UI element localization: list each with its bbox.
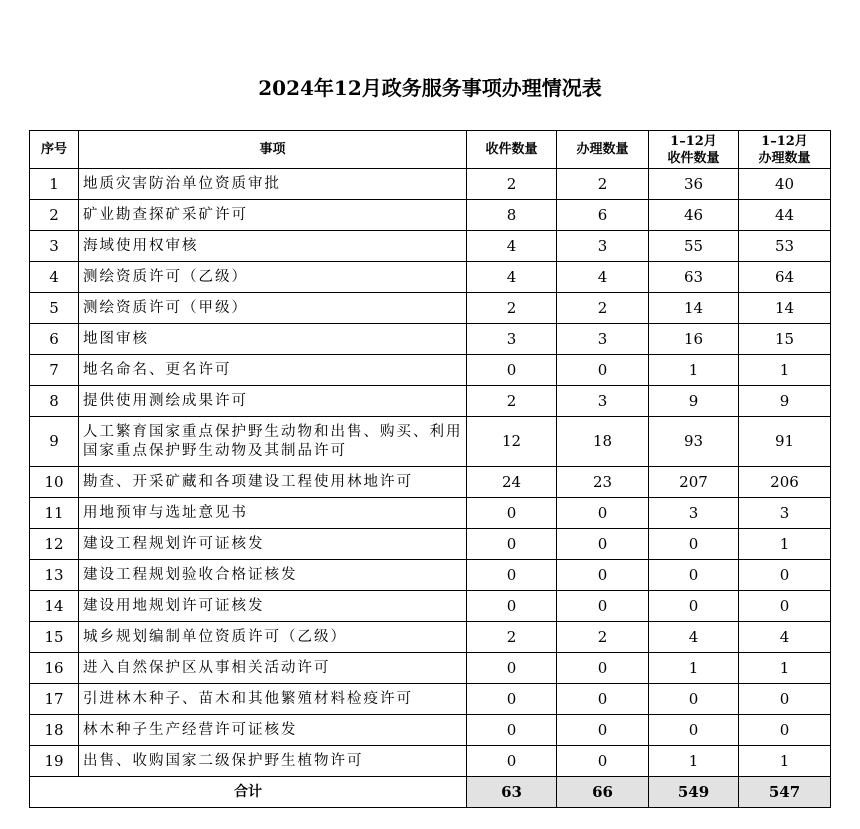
col-header-ytd-handled — [739, 131, 831, 169]
table-row — [30, 169, 831, 200]
cell-ytd-received: 0 — [649, 529, 739, 560]
cell-index: 7 — [30, 355, 79, 386]
col-header-received: 收件数量 — [467, 131, 557, 169]
table-row — [30, 386, 831, 417]
cell-ytd-handled: 40 — [739, 169, 831, 200]
total-row — [30, 777, 831, 808]
cell-handled: 0 — [557, 355, 649, 386]
cell-received: 2 — [467, 622, 557, 653]
cell-index: 19 — [30, 746, 79, 777]
cell-ytd-handled: 1 — [739, 355, 831, 386]
cell-item: 地质灾害防治单位资质审批 — [79, 169, 467, 200]
cell-index: 6 — [30, 324, 79, 355]
cell-index: 12 — [30, 529, 79, 560]
cell-ytd-received: 0 — [649, 591, 739, 622]
table-row — [30, 417, 831, 467]
cell-ytd-handled: 9 — [739, 386, 831, 417]
cell-item: 提供使用测绘成果许可 — [79, 386, 467, 417]
cell-ytd-received: 93 — [649, 417, 739, 467]
cell-ytd-received: 1 — [649, 355, 739, 386]
cell-item: 人工繁育国家重点保护野生动物和出售、购买、利用国家重点保护野生动物及其制品许可 — [79, 417, 467, 467]
cell-handled: 23 — [557, 467, 649, 498]
table-row — [30, 467, 831, 498]
page-title: 2024年12月政务服务事项办理情况表 — [258, 76, 602, 100]
col-header-ytd-received — [649, 131, 739, 169]
table-row — [30, 653, 831, 684]
cell-index: 10 — [30, 467, 79, 498]
cell-ytd-received: 55 — [649, 231, 739, 262]
cell-ytd-received: 207 — [649, 467, 739, 498]
cell-received: 0 — [467, 591, 557, 622]
table-row — [30, 529, 831, 560]
cell-ytd-handled: 53 — [739, 231, 831, 262]
col-header-ytd-received-period: 1–12月 — [670, 133, 717, 149]
table-row — [30, 355, 831, 386]
cell-item: 林木种子生产经营许可证核发 — [79, 715, 467, 746]
cell-index: 3 — [30, 231, 79, 262]
cell-ytd-received: 14 — [649, 293, 739, 324]
cell-ytd-handled: 15 — [739, 324, 831, 355]
cell-ytd-received: 9 — [649, 386, 739, 417]
cell-ytd-handled: 1 — [739, 746, 831, 777]
cell-ytd-received: 1 — [649, 653, 739, 684]
cell-item: 测绘资质许可（甲级） — [79, 293, 467, 324]
cell-item: 引进林木种子、苗木和其他繁殖材料检疫许可 — [79, 684, 467, 715]
cell-handled: 2 — [557, 622, 649, 653]
cell-received: 24 — [467, 467, 557, 498]
cell-item: 勘查、开采矿藏和各项建设工程使用林地许可 — [79, 467, 467, 498]
cell-item: 测绘资质许可（乙级） — [79, 262, 467, 293]
cell-index: 16 — [30, 653, 79, 684]
cell-ytd-handled: 3 — [739, 498, 831, 529]
cell-handled: 0 — [557, 746, 649, 777]
cell-item: 矿业勘查探矿采矿许可 — [79, 200, 467, 231]
table-row — [30, 684, 831, 715]
cell-received: 0 — [467, 498, 557, 529]
cell-ytd-received: 0 — [649, 560, 739, 591]
cell-ytd-received: 16 — [649, 324, 739, 355]
cell-ytd-handled: 0 — [739, 715, 831, 746]
table-row — [30, 231, 831, 262]
cell-item: 地名命名、更名许可 — [79, 355, 467, 386]
col-header-index: 序号 — [30, 131, 79, 169]
cell-handled: 0 — [557, 498, 649, 529]
cell-handled: 0 — [557, 653, 649, 684]
table-row — [30, 746, 831, 777]
total-label: 合计 — [30, 777, 467, 808]
cell-ytd-received: 46 — [649, 200, 739, 231]
cell-ytd-received: 36 — [649, 169, 739, 200]
table-row — [30, 715, 831, 746]
cell-received: 0 — [467, 715, 557, 746]
cell-received: 0 — [467, 560, 557, 591]
cell-ytd-handled: 14 — [739, 293, 831, 324]
cell-ytd-received: 4 — [649, 622, 739, 653]
table-body — [30, 169, 831, 777]
cell-received: 8 — [467, 200, 557, 231]
cell-received: 0 — [467, 529, 557, 560]
cell-handled: 4 — [557, 262, 649, 293]
cell-ytd-received: 63 — [649, 262, 739, 293]
total-ytd-handled: 547 — [739, 777, 831, 808]
cell-ytd-received: 1 — [649, 746, 739, 777]
cell-ytd-handled: 64 — [739, 262, 831, 293]
cell-ytd-handled: 206 — [739, 467, 831, 498]
cell-handled: 2 — [557, 293, 649, 324]
cell-ytd-handled: 44 — [739, 200, 831, 231]
cell-ytd-handled: 1 — [739, 653, 831, 684]
cell-received: 2 — [467, 386, 557, 417]
table-row — [30, 498, 831, 529]
cell-handled: 0 — [557, 591, 649, 622]
table-header-row — [30, 131, 831, 169]
total-ytd-received: 549 — [649, 777, 739, 808]
cell-ytd-handled: 0 — [739, 560, 831, 591]
col-header-ytd-handled-label: 办理数量 — [758, 150, 811, 166]
cell-received: 4 — [467, 262, 557, 293]
cell-item: 城乡规划编制单位资质许可（乙级） — [79, 622, 467, 653]
cell-ytd-received: 0 — [649, 715, 739, 746]
total-received: 63 — [467, 777, 557, 808]
cell-received: 0 — [467, 355, 557, 386]
service-items-table — [29, 130, 831, 808]
cell-index: 1 — [30, 169, 79, 200]
col-header-ytd-received-label: 收件数量 — [667, 150, 720, 166]
col-header-ytd-handled-period: 1–12月 — [761, 133, 808, 149]
cell-handled: 3 — [557, 324, 649, 355]
cell-received: 2 — [467, 169, 557, 200]
cell-received: 3 — [467, 324, 557, 355]
cell-item: 海域使用权审核 — [79, 231, 467, 262]
cell-ytd-received: 0 — [649, 684, 739, 715]
cell-index: 8 — [30, 386, 79, 417]
cell-item: 出售、收购国家二级保护野生植物许可 — [79, 746, 467, 777]
cell-handled: 0 — [557, 715, 649, 746]
cell-received: 0 — [467, 684, 557, 715]
total-handled: 66 — [557, 777, 649, 808]
cell-handled: 3 — [557, 386, 649, 417]
cell-ytd-handled: 4 — [739, 622, 831, 653]
cell-index: 11 — [30, 498, 79, 529]
cell-received: 0 — [467, 746, 557, 777]
cell-index: 17 — [30, 684, 79, 715]
cell-ytd-handled: 1 — [739, 529, 831, 560]
cell-index: 4 — [30, 262, 79, 293]
cell-index: 5 — [30, 293, 79, 324]
cell-item: 建设工程规划许可证核发 — [79, 529, 467, 560]
table-row — [30, 293, 831, 324]
cell-ytd-handled: 91 — [739, 417, 831, 467]
cell-ytd-received: 3 — [649, 498, 739, 529]
cell-item: 用地预审与选址意见书 — [79, 498, 467, 529]
table-row — [30, 324, 831, 355]
col-header-handled: 办理数量 — [557, 131, 649, 169]
cell-index: 2 — [30, 200, 79, 231]
cell-item: 进入自然保护区从事相关活动许可 — [79, 653, 467, 684]
cell-index: 18 — [30, 715, 79, 746]
cell-received: 2 — [467, 293, 557, 324]
cell-handled: 0 — [557, 560, 649, 591]
table-row — [30, 591, 831, 622]
cell-handled: 0 — [557, 529, 649, 560]
cell-handled: 18 — [557, 417, 649, 467]
table-row — [30, 200, 831, 231]
table-row — [30, 622, 831, 653]
cell-received: 0 — [467, 653, 557, 684]
cell-item: 地图审核 — [79, 324, 467, 355]
cell-index: 15 — [30, 622, 79, 653]
cell-item: 建设工程规划验收合格证核发 — [79, 560, 467, 591]
cell-index: 9 — [30, 417, 79, 467]
cell-handled: 6 — [557, 200, 649, 231]
cell-handled: 0 — [557, 684, 649, 715]
cell-ytd-handled: 0 — [739, 591, 831, 622]
cell-index: 13 — [30, 560, 79, 591]
cell-received: 4 — [467, 231, 557, 262]
cell-handled: 2 — [557, 169, 649, 200]
cell-handled: 3 — [557, 231, 649, 262]
cell-received: 12 — [467, 417, 557, 467]
table-row — [30, 262, 831, 293]
cell-index: 14 — [30, 591, 79, 622]
col-header-item: 事项 — [79, 131, 467, 169]
cell-ytd-handled: 0 — [739, 684, 831, 715]
table-row — [30, 560, 831, 591]
cell-item: 建设用地规划许可证核发 — [79, 591, 467, 622]
